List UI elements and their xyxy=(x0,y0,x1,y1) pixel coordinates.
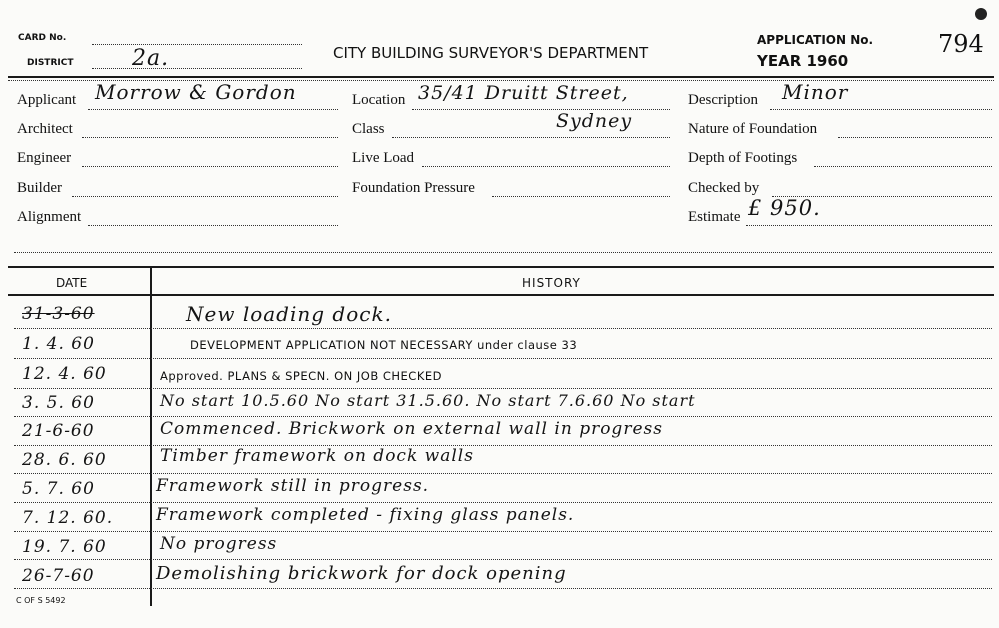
history-date: 5. 7. 60 xyxy=(22,479,95,499)
card-number-label: CARD No. xyxy=(18,33,67,43)
history-date: 12. 4. 60 xyxy=(22,364,107,384)
alignment-label: Alignment xyxy=(17,209,82,225)
history-row-line xyxy=(14,416,992,417)
applicant-value: Morrow & Gordon xyxy=(95,80,297,104)
history-entry: New loading dock. xyxy=(186,302,392,326)
history-row-line xyxy=(14,588,992,589)
history-entry: No progress xyxy=(160,534,278,554)
history-entry: Framework still in progress. xyxy=(156,476,430,496)
form-code: C OF S 5492 xyxy=(16,596,66,605)
applicant-line xyxy=(88,109,338,110)
history-column-header: HISTORY xyxy=(522,276,581,290)
date-column-divider xyxy=(150,266,152,606)
history-row-line xyxy=(14,388,992,389)
builder-line xyxy=(72,196,338,197)
history-entry: Timber framework on dock walls xyxy=(160,446,474,466)
history-entry: Approved. PLANS & SPECN. ON JOB CHECKED xyxy=(160,369,443,383)
location-value-line1: 35/41 Druitt Street, xyxy=(418,82,629,104)
history-top-rule xyxy=(8,266,994,268)
history-date: 31-3-60 xyxy=(22,304,95,324)
history-row-line xyxy=(14,559,992,560)
class-label: Class xyxy=(352,121,385,137)
application-number-label: APPLICATION No. xyxy=(757,33,874,47)
live-load-label: Live Load xyxy=(352,150,415,166)
header-divider xyxy=(8,76,994,78)
location-label: Location xyxy=(352,92,406,108)
depth-of-footings-label: Depth of Footings xyxy=(688,150,798,166)
description-value: Minor xyxy=(782,80,849,104)
history-entry: DEVELOPMENT APPLICATION NOT NECESSARY under clause 33 xyxy=(190,338,578,352)
application-number: 794 xyxy=(938,30,984,58)
card-number-line xyxy=(92,44,302,45)
builder-label: Builder xyxy=(17,180,62,196)
location-line xyxy=(412,109,670,110)
history-header-rule xyxy=(8,294,994,296)
district-line xyxy=(92,68,302,69)
foundation-pressure-label: Foundation Pressure xyxy=(352,180,475,196)
district-value: 2a. xyxy=(132,46,170,71)
location-value-line2: Sydney xyxy=(556,110,633,132)
punch-hole-decoration xyxy=(975,8,987,20)
history-entry: Commenced. Brickwork on external wall in progress xyxy=(160,419,663,439)
history-date: 7. 12. 60. xyxy=(22,508,114,528)
history-date: 3. 5. 60 xyxy=(22,393,95,413)
checked-by-label: Checked by xyxy=(688,180,760,196)
estimate-value: £ 950. xyxy=(748,196,821,220)
estimate-label: Estimate xyxy=(688,209,741,225)
history-date: 1. 4. 60 xyxy=(22,334,95,354)
history-row-line xyxy=(14,531,992,532)
history-date: 21-6-60 xyxy=(22,421,95,441)
alignment-line xyxy=(88,225,338,226)
class-line xyxy=(392,137,670,138)
history-entry: No start 10.5.60 No start 31.5.60. No start 7.6.60 No start xyxy=(160,391,696,410)
description-line xyxy=(770,109,992,110)
applicant-label: Applicant xyxy=(17,92,77,108)
history-entry: Demolishing brickwork for dock opening xyxy=(156,563,567,584)
history-row-line xyxy=(14,328,992,329)
history-row-line xyxy=(14,473,992,474)
estimate-line xyxy=(746,225,992,226)
history-date: 19. 7. 60 xyxy=(22,537,107,557)
department-title: CITY BUILDING SURVEYOR'S DEPARTMENT xyxy=(333,44,649,62)
architect-line xyxy=(82,137,338,138)
foundation-pressure-line xyxy=(492,196,670,197)
nature-of-foundation-label: Nature of Foundation xyxy=(688,121,818,137)
district-label: DISTRICT xyxy=(27,58,74,68)
engineer-label: Engineer xyxy=(17,150,72,166)
architect-label: Architect xyxy=(17,121,73,137)
history-row-line xyxy=(14,358,992,359)
engineer-line xyxy=(82,166,338,167)
history-date: 26-7-60 xyxy=(22,566,95,586)
depth-of-footings-line xyxy=(814,166,992,167)
date-column-header: DATE xyxy=(56,276,88,290)
history-row-line xyxy=(14,502,992,503)
live-load-line xyxy=(422,166,670,167)
blank-field-line xyxy=(14,252,992,253)
history-date: 28. 6. 60 xyxy=(22,450,107,470)
description-label: Description xyxy=(688,92,758,108)
nature-of-foundation-line xyxy=(838,137,992,138)
history-entry: Framework completed - fixing glass panels. xyxy=(156,505,575,525)
year-label: YEAR 1960 xyxy=(757,52,849,70)
